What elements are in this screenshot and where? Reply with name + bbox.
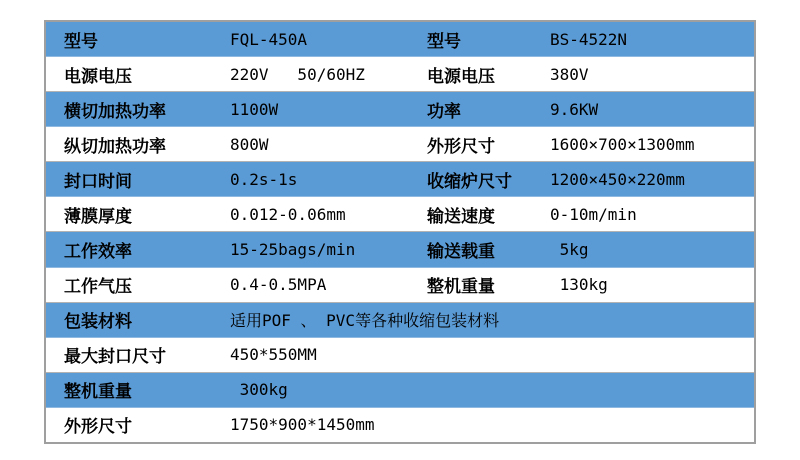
spec-label: 包装材料 — [64, 312, 132, 333]
spec-value: FQL-450A — [230, 29, 308, 49]
spec-label: 型号 — [64, 31, 98, 52]
spec-value: 0.4-0.5MPA — [230, 275, 327, 295]
spec-value: BS-4522N — [550, 29, 628, 49]
spec-value: 0-10m/min — [550, 204, 637, 224]
spec-value: 0.2s-1s — [230, 169, 298, 189]
spec-label: 薄膜厚度 — [64, 206, 132, 227]
spec-value: 800W — [230, 134, 269, 154]
table-row — [46, 22, 754, 57]
spec-label: 功率 — [427, 101, 461, 122]
spec-label: 工作气压 — [64, 277, 132, 298]
spec-value: 1100W — [230, 99, 279, 119]
spec-table — [44, 20, 756, 444]
table-row — [46, 303, 754, 338]
spec-value: 5kg — [550, 240, 589, 259]
spec-label: 输送载重 — [427, 242, 495, 262]
spec-label: 横切加热功率 — [64, 101, 166, 122]
spec-value: 1200×450×220mm — [550, 169, 685, 189]
spec-label: 外形尺寸 — [427, 136, 495, 157]
table-row — [46, 408, 754, 442]
table-row — [46, 57, 754, 92]
spec-label: 工作效率 — [64, 242, 132, 262]
spec-value: 130kg — [550, 275, 608, 295]
spec-value: 9.6KW — [550, 99, 599, 119]
spec-value: 380V — [550, 64, 589, 84]
table-row — [46, 268, 754, 303]
spec-value: 220V 50/60HZ — [230, 64, 365, 84]
spec-label: 封口时间 — [64, 171, 132, 192]
spec-label: 输送速度 — [427, 206, 495, 227]
spec-value: 15-25bags/min — [230, 240, 356, 259]
spec-value: 1750*900*1450mm — [230, 415, 375, 435]
table-row — [46, 162, 754, 197]
spec-value: 0.012-0.06mm — [230, 204, 346, 224]
spec-label: 最大封口尺寸 — [64, 347, 166, 368]
spec-value: 1600×700×1300mm — [550, 134, 695, 154]
table-row — [46, 127, 754, 162]
spec-label: 电源电压 — [427, 66, 495, 87]
table-row — [46, 338, 754, 373]
spec-label: 收缩炉尺寸 — [427, 171, 512, 192]
spec-label: 纵切加热功率 — [64, 136, 166, 157]
spec-value: 适用POF 、 PVC等各种收缩包装材料 — [230, 311, 500, 331]
table-row — [46, 92, 754, 127]
spec-label: 外形尺寸 — [64, 417, 132, 438]
spec-value: 450*550MM — [230, 345, 317, 365]
spec-label: 电源电压 — [64, 66, 132, 87]
spec-label: 型号 — [427, 31, 461, 52]
table-row — [46, 197, 754, 232]
table-row — [46, 232, 754, 267]
table-row — [46, 373, 754, 408]
spec-label: 整机重量 — [427, 277, 495, 298]
spec-label: 整机重量 — [64, 382, 132, 403]
spec-value: 300kg — [230, 380, 288, 400]
